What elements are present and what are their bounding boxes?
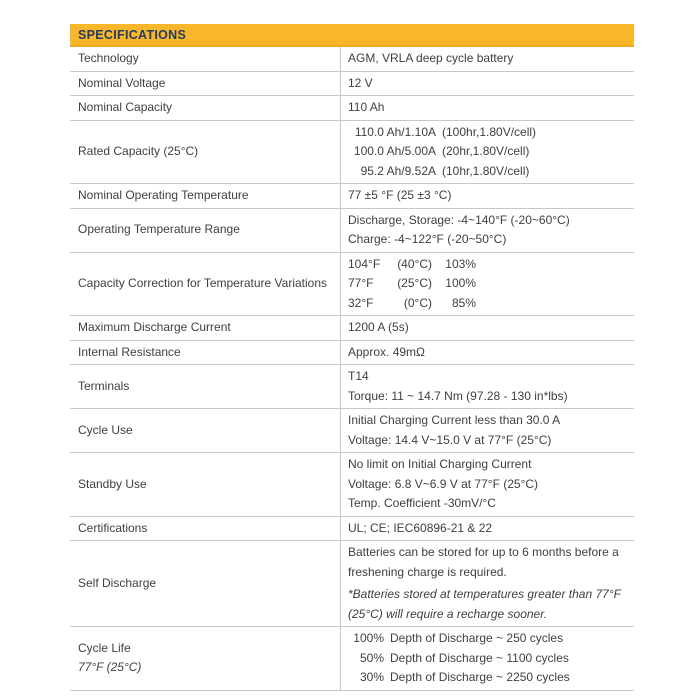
spec-text-line: AGM, VRLA deep cycle battery: [348, 51, 514, 65]
spec-label-cell: [70, 453, 340, 516]
spec-text-part: 50%: [359, 650, 384, 665]
spec-label-cell: [70, 409, 340, 452]
spec-label-cell: [70, 47, 340, 71]
spec-text-line: Nominal Capacity: [78, 100, 173, 114]
spec-value-cell: [340, 517, 634, 541]
spec-value-cell: [340, 209, 634, 252]
spec-text-line: Terminals: [78, 378, 130, 393]
spec-text-part: 103%: [445, 256, 476, 271]
spec-text-line: Certifications: [78, 520, 148, 535]
spec-label-cell: [70, 341, 340, 365]
spec-text-line: 77°F (25°C): [78, 660, 142, 675]
table-row: [70, 184, 634, 209]
spec-text-line: Initial Charging Current less than 30.0 A: [348, 413, 561, 427]
spec-text-line: Temp. Coefficient -30mV/°C: [348, 496, 496, 510]
spec-text-line: 1200 A (5s): [348, 320, 409, 334]
spec-text-line: [348, 629, 626, 649]
spec-text-part: 104°F: [348, 256, 381, 271]
table-row: [70, 47, 634, 72]
spec-text-line: T14: [348, 369, 369, 383]
spec-text-line: Operating Temperature Range: [78, 222, 240, 237]
spec-text-line: [348, 162, 626, 182]
spec-value-cell: [340, 453, 634, 516]
spec-text-line: Nominal Voltage: [78, 75, 166, 90]
spec-value-cell: [340, 341, 634, 365]
table-row: [70, 316, 634, 341]
spec-text-part: 30%: [359, 670, 384, 684]
spec-text-line: [348, 294, 626, 314]
spec-value-cell: [340, 184, 634, 208]
spec-text-line: Batteries can be stored for up to 6 months before a freshening charge is required.: [348, 545, 619, 579]
spec-text-part: 85%: [451, 295, 476, 310]
spec-text-part: Depth of Discharge ~ 250 cycles: [390, 631, 564, 645]
spec-text-line: Charge: -4~122°F (-20~50°C): [348, 232, 507, 246]
spec-text-line: *Batteries stored at temperatures greater than 77°F (25°C) will require a recharge sooner.: [348, 587, 621, 621]
spec-value-cell: [340, 627, 634, 690]
table-row: [70, 627, 634, 691]
spec-text-part: Depth of Discharge ~ 2250 cycles: [390, 670, 570, 684]
spec-text-line: Self Discharge: [78, 575, 157, 590]
spec-label-cell: [70, 209, 340, 252]
spec-text-part: Depth of Discharge ~ 1100 cycles: [390, 650, 569, 665]
spec-text-part: (25°C): [397, 276, 432, 290]
spec-label-cell: [70, 365, 340, 408]
spec-label-cell: [70, 253, 340, 316]
spec-text-part: (100hr,1.80V/cell): [442, 124, 537, 139]
spec-text-line: UL; CE; IEC60896-21 & 22: [348, 520, 493, 535]
spec-label-cell: [70, 96, 340, 120]
table-row: [70, 96, 634, 121]
spec-label-cell: [70, 541, 340, 626]
spec-text-line: Capacity Correction for Temperature Variations: [78, 276, 327, 290]
spec-text-line: Cycle Use: [78, 422, 133, 437]
spec-text-part: (0°C): [403, 295, 432, 310]
spec-value-cell: [340, 409, 634, 452]
spec-text-line: 12 V: [348, 75, 373, 90]
spec-text-part: 77°F: [348, 276, 374, 290]
spec-value-cell: [340, 96, 634, 120]
spec-text-line: [348, 142, 626, 162]
spec-text-part: (40°C): [397, 256, 432, 271]
spec-text-line: Discharge, Storage: -4~140°F (-20~60°C): [348, 212, 570, 227]
spec-text-line: [348, 668, 626, 688]
specifications-table: [70, 24, 634, 691]
table-row: [70, 253, 634, 317]
spec-text-line: 77 ±5 °F (25 ±3 °C): [348, 188, 452, 202]
spec-text-line: Voltage: 6.8 V~6.9 V at 77°F (25°C): [348, 476, 539, 491]
spec-text-line: Maximum Discharge Current: [78, 320, 231, 334]
specifications-title: SPECIFICATIONS: [78, 27, 187, 42]
spec-table-rows: [70, 47, 634, 691]
table-row: [70, 517, 634, 542]
spec-text-part: 100%: [353, 631, 384, 645]
spec-text-line: Technology: [78, 51, 139, 65]
spec-value-cell: [340, 316, 634, 340]
specifications-header-bar: [70, 24, 634, 47]
spec-value-cell: [340, 47, 634, 71]
spec-text-line: Rated Capacity (25°C): [78, 144, 199, 158]
table-row: [70, 541, 634, 627]
spec-text-line: Nominal Operating Temperature: [78, 188, 249, 202]
table-row: [70, 341, 634, 366]
spec-value-cell: [340, 541, 634, 626]
spec-label-cell: [70, 72, 340, 96]
spec-value-cell: [340, 121, 634, 184]
spec-text-line: [348, 123, 626, 143]
spec-value-cell: [340, 365, 634, 408]
spec-label-cell: [70, 316, 340, 340]
spec-text-line: [348, 274, 626, 294]
spec-text-part: (20hr,1.80V/cell): [442, 144, 530, 158]
spec-text-part: 110.0 Ah/1.10A: [354, 124, 436, 139]
spec-label-cell: [70, 184, 340, 208]
spec-label-cell: [70, 517, 340, 541]
spec-text-line: [348, 649, 626, 669]
table-row: [70, 121, 634, 185]
spec-label-cell: [70, 121, 340, 184]
spec-text-line: Cycle Life: [78, 640, 131, 655]
table-row: [70, 209, 634, 253]
spec-text-line: [348, 255, 626, 275]
spec-text-line: No limit on Initial Charging Current: [348, 457, 532, 471]
spec-value-cell: [340, 253, 634, 316]
spec-text-part: 95.2 Ah/9.52A: [360, 163, 436, 178]
table-row: [70, 409, 634, 453]
table-row: [70, 72, 634, 97]
spec-text-part: (10hr,1.80V/cell): [442, 163, 530, 178]
spec-value-cell: [340, 72, 634, 96]
spec-text-part: 100%: [445, 276, 476, 290]
spec-text-line: 110 Ah: [348, 100, 385, 114]
spec-text-line: Standby Use: [78, 476, 147, 491]
spec-text-part: 100.0 Ah/5.00A: [353, 144, 436, 158]
spec-text-line: Voltage: 14.4 V~15.0 V at 77°F (25°C): [348, 432, 552, 447]
table-row: [70, 365, 634, 409]
spec-text-line: Internal Resistance: [78, 344, 181, 359]
spec-label-cell: [70, 627, 340, 690]
table-row: [70, 453, 634, 517]
spec-text-line: Approx. 49mΩ: [348, 344, 426, 359]
spec-text-line: Torque: 11 ~ 14.7 Nm (97.28 - 130 in*lbs): [348, 388, 568, 403]
spec-text-part: 32°F: [348, 295, 374, 310]
